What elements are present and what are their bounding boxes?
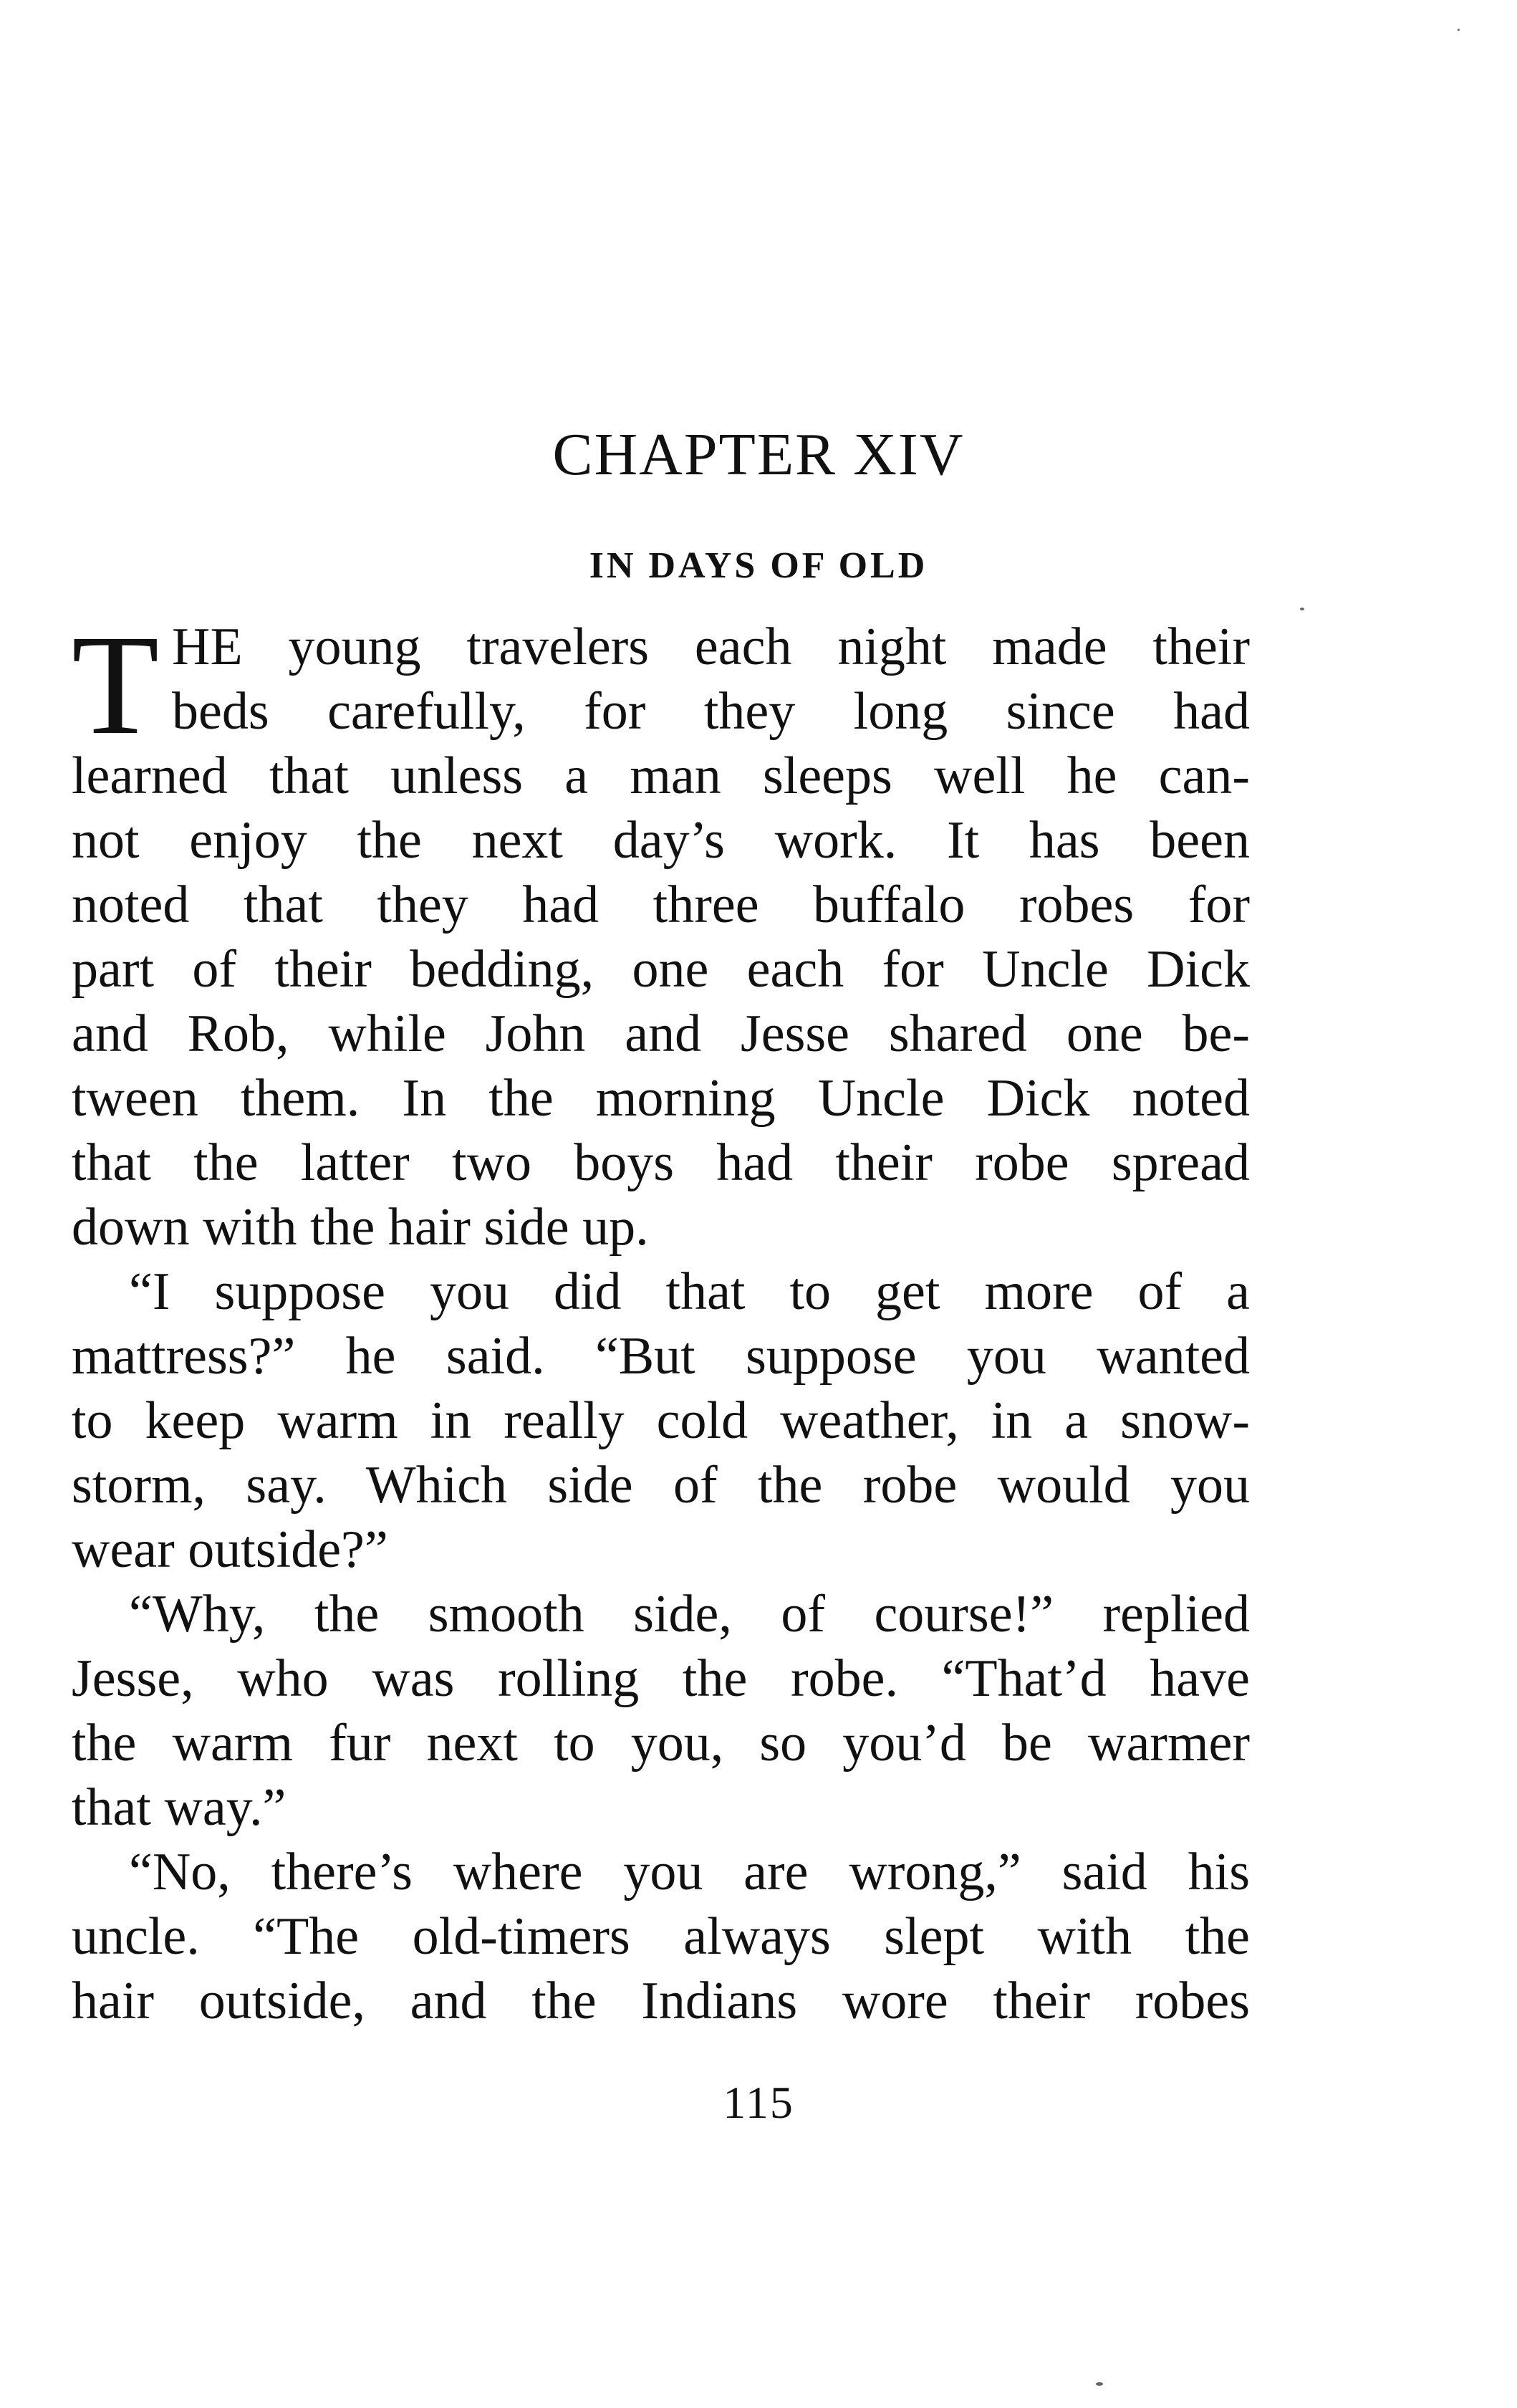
scan-speck: [1458, 29, 1460, 31]
text-line: that the latter two boys had their robe spread: [72, 1133, 1250, 1192]
text-line: wear outside?”: [72, 1520, 388, 1579]
text-line: that way.”: [72, 1778, 286, 1837]
scan-speck: [1300, 608, 1304, 610]
text-line: beds carefully, for they long since had: [172, 682, 1250, 741]
text-line: HE young travelers each night made their: [172, 618, 1250, 676]
page-number: 115: [723, 2077, 794, 2128]
text-line: “No, there’s where you are wrong,” said his: [129, 1843, 1250, 1901]
text-line: the warm fur next to you, so you’d be warmer: [72, 1714, 1250, 1773]
text-line: noted that they had three buffalo robes for: [72, 876, 1250, 934]
text-line: storm, say. Which side of the robe would you: [72, 1456, 1250, 1515]
text-line: down with the hair side up.: [72, 1198, 649, 1257]
text-line: uncle. “The old-timers always slept with the: [72, 1907, 1250, 1966]
text-line: to keep warm in really cold weather, in a snow-: [72, 1391, 1250, 1450]
chapter-subtitle: IN DAYS OF OLD: [589, 545, 928, 586]
text-line: not enjoy the next day’s work. It has been: [72, 811, 1250, 870]
text-line: “I suppose you did that to get more of a: [129, 1262, 1250, 1321]
text-line: and Rob, while John and Jesse shared one be-: [72, 1004, 1250, 1063]
text-line: part of their bedding, one each for Uncle Dick: [72, 940, 1250, 999]
text-line: mattress?” he said. “But suppose you wanted: [72, 1327, 1250, 1386]
drop-cap: T: [72, 606, 160, 764]
text-line: learned that unless a man sleeps well he can-: [72, 747, 1250, 805]
chapter-title: CHAPTER XIV: [552, 421, 965, 488]
text-line: Jesse, who was rolling the robe. “That’d have: [72, 1649, 1250, 1708]
text-line: tween them. In the morning Uncle Dick noted: [72, 1069, 1250, 1128]
text-line: hair outside, and the Indians wore their robes: [72, 1972, 1250, 2030]
text-line: “Why, the smooth side, of course!” replied: [129, 1585, 1250, 1644]
scan-speck: [1096, 2382, 1103, 2386]
